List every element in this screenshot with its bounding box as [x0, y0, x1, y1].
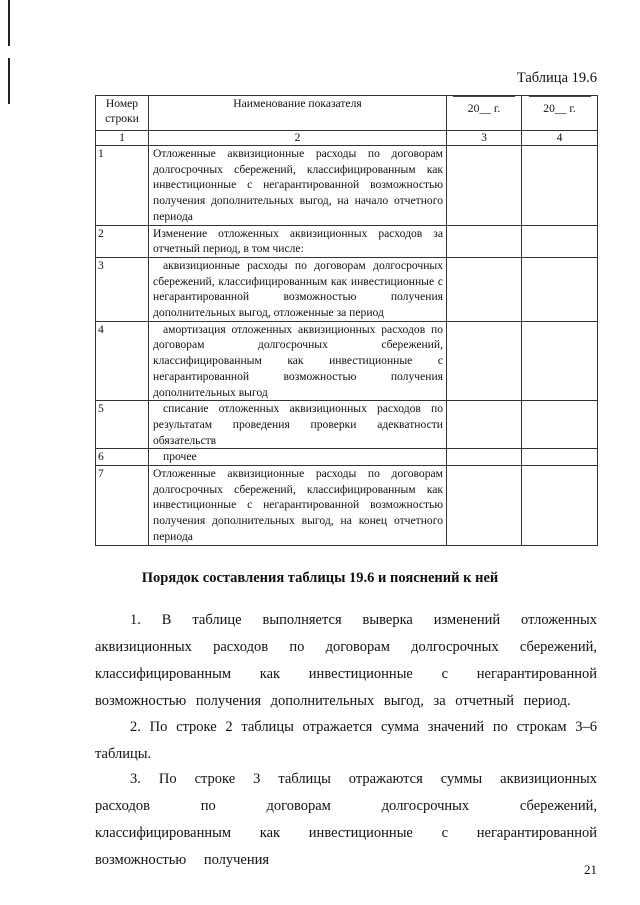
value-cell [522, 449, 598, 466]
data-table [95, 95, 598, 546]
binding-mark [8, 58, 10, 104]
row-number: 1 [96, 146, 149, 226]
row-number: 6 [96, 449, 149, 466]
value-cell [447, 146, 522, 226]
row-number: 5 [96, 401, 149, 449]
value-cell [447, 225, 522, 257]
header-row-number: Номер строки [96, 96, 149, 131]
year-rule [529, 96, 591, 97]
table-row [96, 146, 598, 226]
table-row [96, 449, 598, 466]
row-description: Отложенные аквизиционные расходы по договорам долгосрочных сбережений, классифицированным как инвестиционные с негарантированной возможностью получения дополнительных выгод, на начало отчетного периода [149, 146, 447, 226]
column-number: 4 [522, 131, 598, 146]
page-number: 21 [584, 862, 597, 877]
value-cell [447, 401, 522, 449]
year-rule [453, 96, 515, 97]
value-cell [447, 449, 522, 466]
header-year-label: 20__ г. [543, 102, 576, 115]
paragraph-3: 3. По строке 3 таблицы отражаются суммы аквизиционных расходов по договорам долгосрочных сбережений, классифицированным как инвестиционные с негарантированной возможностью получения [95, 771, 597, 868]
binding-mark [8, 0, 10, 46]
column-number-row [96, 131, 598, 146]
value-cell [447, 321, 522, 401]
header-year-col3 [447, 96, 522, 131]
value-cell [447, 257, 522, 321]
table-row [96, 225, 598, 257]
row-description: списание отложенных аквизиционных расходов по результатам проведения проверки адекватности обязательств [149, 401, 447, 449]
row-number: 3 [96, 257, 149, 321]
value-cell [447, 466, 522, 546]
table-row [96, 321, 598, 401]
row-number: 4 [96, 321, 149, 401]
table-label: Таблица 19.6 [516, 70, 597, 86]
value-cell [522, 401, 598, 449]
row-description: аквизиционные расходы по договорам долгосрочных сбережений, классифицированным как инвестиционные с негарантированной возможностью получения дополнительных выгод, отложенные за период [149, 257, 447, 321]
table-row [96, 257, 598, 321]
table-row [96, 466, 598, 546]
row-description: амортизация отложенных аквизиционных расходов по договорам долгосрочных сбережений, классифицированным как инвестиционные с негарантированной возможностью получения дополнительных выгод [149, 321, 447, 401]
row-description: прочее [149, 449, 447, 466]
row-description: Отложенные аквизиционные расходы по договорам долгосрочных сбережений, классифицированным как инвестиционные с негарантированной возможностью получения дополнительных выгод, на конец отчетного периода [149, 466, 447, 546]
value-cell [522, 466, 598, 546]
table-header-row [96, 96, 598, 131]
header-year-col4 [522, 96, 598, 131]
column-number: 1 [96, 131, 149, 146]
column-number: 3 [447, 131, 522, 146]
paragraph-2: 2. По строке 2 таблицы отражается сумма значений по строкам 3–6 таблицы. [95, 719, 597, 762]
value-cell [522, 321, 598, 401]
row-number: 2 [96, 225, 149, 257]
table-row [96, 401, 598, 449]
value-cell [522, 146, 598, 226]
row-description: Изменение отложенных аквизиционных расходов за отчетный период, в том числе: [149, 225, 447, 257]
header-indicator-name: Наименование показателя [149, 96, 447, 131]
section-heading: Порядок составления таблицы 19.6 и пояснений к ней [141, 570, 499, 586]
column-number: 2 [149, 131, 447, 146]
row-number: 7 [96, 466, 149, 546]
paragraph-1: 1. В таблице выполняется выверка изменений отложенных аквизиционных расходов по договорам долгосрочных сбережений, классифицированным как инвестиционные с негарантированной возможностью получения дополнительных выгод, за отчетный период. [95, 612, 597, 709]
value-cell [522, 257, 598, 321]
header-year-label: 20__ г. [467, 102, 501, 115]
value-cell [522, 225, 598, 257]
